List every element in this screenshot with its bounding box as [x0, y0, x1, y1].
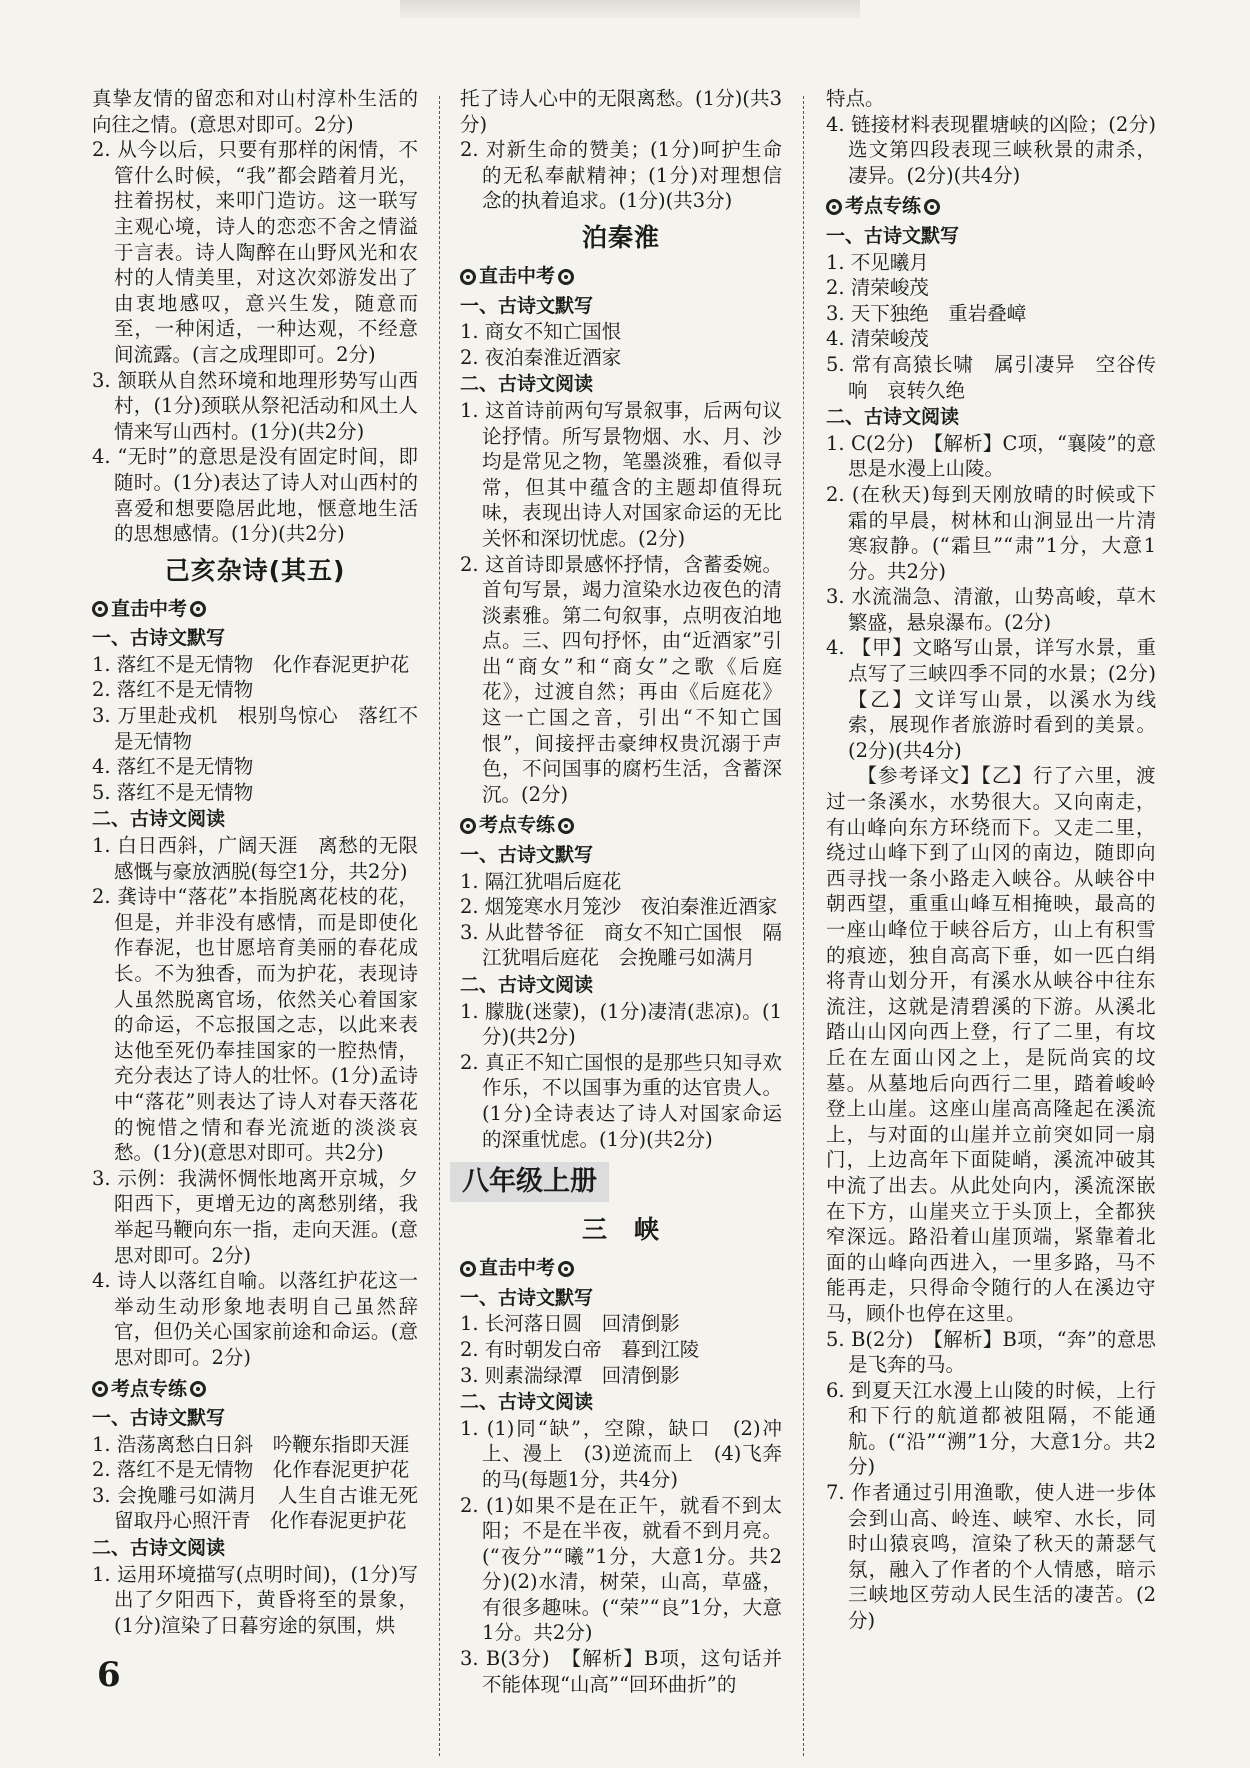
answer-item: 4. 清荣峻茂 — [826, 327, 929, 351]
section-heading: 二、古诗文阅读 — [460, 974, 594, 996]
section-heading: 二、古诗文阅读 — [460, 1391, 594, 1414]
answer-item: 5. B(2分) 【解析】B项，“奔”的意思是飞奔的马。 — [826, 1327, 1156, 1377]
section-heading: 二、古诗文阅读 — [826, 406, 960, 429]
column-right — [826, 86, 1156, 1634]
badge-ring-icon — [558, 1261, 574, 1277]
badge-label: 直击中考 — [111, 597, 188, 620]
answer-item: 3. 天下独绝 重岩叠嶂 — [826, 301, 1027, 325]
badge-ring-icon — [460, 269, 476, 285]
answer-item: 2. (1)如果不是在正午，就看不到太阳；不是在半夜，就看不到月亮。(“夜分”“曦”1分，大意1分。共2分)(2)水清，树荣，山高，草盛，有很多趣味。(“荣”“良”1分，大意1分。共2分) — [460, 1493, 782, 1645]
section-badge — [460, 813, 782, 839]
answer-item: 2. 夜泊秦淮近酒家 — [460, 345, 622, 369]
poem-title: 己亥杂诗(其五) — [164, 555, 346, 585]
page-number: 6 — [97, 1655, 121, 1695]
poem-title: 泊秦淮 — [581, 222, 660, 252]
poem-title: 三 峡 — [581, 1215, 660, 1245]
answer-item: 3. 万里赴戎机 根别鸟惊心 落红不是无情物 — [92, 704, 418, 753]
answer-item: 4. 【甲】文略写山景，详写水景，重点写了三峡四季不同的水景；(2分)【乙】文详写山景，以溪水为线索，展现作者旅游时看到的美景。(2分)(共4分) — [826, 636, 1156, 762]
section-badge — [92, 1377, 418, 1403]
badge-label: 直击中考 — [479, 264, 556, 287]
answer-item: 1. C(2分) 【解析】C项，“襄陵”的意思是水漫上山陵。 — [826, 431, 1156, 481]
answer-item: 2. 这首诗即景感怀抒情，含蓄委婉。首句写景，竭力渲染水边夜色的清淡素雅。第二句叙事，点明夜泊地点。三、四句抒怀，由“近酒家”引出“商女”和“商女”之歌《后庭花》，过渡自然；再由《后庭花》这一亡国之音，引出“不知亡国恨”，间接抨击豪绅权贵沉溺于声色，不问国事的腐朽生活，含蓄深沉。(2分) — [460, 552, 782, 806]
answer-item: 1. 长河落日圆 回清倒影 — [460, 1312, 680, 1336]
badge-ring-icon — [826, 199, 842, 215]
section-heading: 二、古诗文阅读 — [460, 373, 594, 396]
section-heading: 一、古诗文默写 — [826, 224, 960, 247]
answer-item: 3. 水流湍急、清澈，山势高峻，草木繁盛，悬泉瀑布。(2分) — [826, 585, 1156, 634]
badge-ring-icon — [92, 1381, 108, 1397]
section-heading: 一、古诗文默写 — [460, 294, 594, 317]
column-divider-left — [439, 96, 440, 1756]
answer-continuation: 托了诗人心中的无限离愁。(1分)(共3分) — [460, 87, 782, 136]
answer-item: 2. 从今以后，只要有那样的闲情，不管什么时候，“我”都会踏着月光，拄着拐杖，来叩门造访。这一联写主观心境，诗人的恋恋不舍之情溢于言表。诗人陶醉在山野风光和农村的人情美里，对这次郊游发出了由衷地感叹，意兴生发，随意而至，一种闲适，一种达观，不经意间流露。(言之成理即可。2分) — [92, 138, 418, 366]
answer-item: 2. 对新生命的赞美；(1分)呵护生命的无私奉献精神；(1分)对理想信念的执着追求。(1分)(共3分) — [460, 138, 782, 213]
answer-item: 1. 朦胧(迷蒙)，(1分)凄清(悲凉)。(1分)(共2分) — [460, 999, 782, 1049]
answer-item: 2. 烟笼寒水月笼沙 夜泊秦淮近酒家 — [460, 895, 778, 919]
answer-item: 4. “无时”的意思是没有固定时间，即随时。(1分)表达了诗人对山西村的喜爱和想要隐居此地，惬意地生活的思想感情。(1分)(共2分) — [92, 445, 418, 546]
scan-top-shadow — [400, 0, 860, 18]
badge-ring-icon — [190, 601, 206, 617]
badge-ring-icon — [460, 1261, 476, 1277]
answer-item: 3. 颔联从自然环境和地理形势写山西村，(1分)颈联从祭祀活动和风土人情来写山西村。(1分)(共2分) — [92, 368, 418, 443]
answer-item: 3. 会挽雕弓如满月 人生自古谁无死 留取丹心照汗青 化作春泥更护花 — [92, 1483, 438, 1533]
section-heading: 一、古诗文默写 — [460, 1286, 594, 1309]
answer-item: 3. B(3分) 【解析】B项，这句话并不能体现“山高”“回环曲折”的 — [460, 1647, 782, 1696]
answer-continuation: 真挚友情的留恋和对山村淳朴生活的向往之情。(意思对即可。2分) — [92, 87, 418, 136]
answer-item: 2. (在秋天)每到天刚放晴的时候或下霜的早晨，树林和山涧显出一片清寒寂静。(“霜旦”“肃”1分，大意1分。共2分) — [826, 482, 1156, 583]
answer-item: 2. 落红不是无情物 — [92, 678, 254, 702]
column-middle — [460, 86, 782, 1697]
section-heading: 二、古诗文阅读 — [92, 1537, 226, 1560]
section-heading: 一、古诗文默写 — [92, 627, 226, 650]
answer-item: 1. (1)同“缺”，空隙，缺口 (2)冲上、漫上 (3)逆流而上 (4)飞奔的马(每题1分，共4分) — [460, 1416, 782, 1491]
answer-item: 4. 链接材料表现瞿塘峡的凶险；(2分)选文第四段表现三峡秋景的肃杀，凄异。(2分)(共4分) — [826, 112, 1156, 187]
answer-item: 4. 诗人以落红自喻。以落红护花这一举动生动形象地表明自己虽然辞官，但仍关心国家前途和命运。(意思对即可。2分) — [92, 1269, 418, 1369]
answer-item: 4. 落红不是无情物 — [92, 755, 254, 779]
answer-item: 1. 不见曦月 — [826, 250, 929, 274]
answer-item: 1. 这首诗前两句写景叙事，后两句议论抒情。所写景物烟、水、月、沙均是常见之物，笔墨淡雅，看似寻常，但其中蕴含的主题却值得玩味，表现出诗人对国家命运的无比关怀和深切忧虑。(2分) — [460, 398, 782, 550]
badge-label: 考点专练 — [479, 814, 556, 837]
answer-item: 3. 从此替爷征 商女不知亡国恨 隔江犹唱后庭花 会挽雕弓如满月 — [460, 920, 782, 970]
answer-item: 1. 浩荡离愁白日斜 吟鞭东指即天涯 — [92, 1432, 410, 1456]
reference-translation: 【参考译文】【乙】行了六里，渡过一条溪水，水势很大。又向南走，有山峰向东方环绕而下。又走二里，绕过山峰下到了山冈的南边，随即向西寻找一条小路走入峡谷。从峡谷中朝西望，重重山峰互相掩映，最高的一座山峰位于峡谷后方，山上有积雪的痕迹，独自高高下垂，如一匹白绢将青山划分开，有溪水从峡谷中往东流注，这就是清碧溪的下游。从溪北踏山山冈向西上登，行了二里，有坟丘在左面山冈之上，是阮尚宾的坟墓。从墓地后向西行二里，踏着峻岭登上山崖。这座山崖高高隆起在溪流上，与对面的山崖并立前突如同一扇门，上边高年下面陡峭，溪流冲破其中流了出去。从此处向内，溪流深嵌在下方，山崖夹立于头顶上，全都狭窄深远。路沿着山崖顶端，紧靠着北面的山峰向西进入，一里多路，马不能再走，只得命令随行的人在溪边守马，顾仆也停在这里。 — [826, 764, 1156, 1325]
column-left — [92, 86, 438, 1638]
grade-banner: 八年级上册 — [450, 1162, 609, 1202]
answer-item: 1. 隔江犹唱后庭花 — [460, 869, 622, 893]
answer-item: 5. 常有高猿长啸 属引凄异 空谷传响 哀转久绝 — [826, 352, 1156, 402]
answer-item: 2. 落红不是无情物 化作春泥更护花 — [92, 1458, 410, 1482]
answer-item: 2. 有时朝发白帝 暮到江陵 — [460, 1337, 700, 1361]
badge-label: 直击中考 — [479, 1257, 556, 1280]
section-badge — [92, 597, 418, 623]
badge-label: 考点专练 — [111, 1377, 188, 1400]
answer-item: 6. 到夏天江水漫上山陵的时候，上行和下行的航道都被阻隔，不能通航。(“沿”“溯”1分，大意1分。共2分) — [826, 1378, 1156, 1479]
badge-ring-icon — [92, 601, 108, 617]
badge-ring-icon — [558, 269, 574, 285]
section-heading: 一、古诗文默写 — [460, 844, 594, 867]
answer-item: 2. 清荣峻茂 — [826, 276, 929, 300]
badge-label: 考点专练 — [845, 195, 922, 218]
badge-ring-icon — [558, 818, 574, 834]
column-divider-right — [803, 96, 804, 1756]
section-heading: 二、古诗文阅读 — [92, 808, 226, 831]
section-badge — [826, 194, 1156, 220]
answer-item: 7. 作者通过引用渔歌，使人进一步体会到山高、岭连、峡窄、水长，同时山猿哀鸣，渲染了秋天的萧瑟气氛，融入了作者的个人情感，暗示三峡地区劳动人民生活的凄苦。(2分) — [826, 1481, 1156, 1633]
answer-item: 5. 落红不是无情物 — [92, 780, 254, 804]
badge-ring-icon — [460, 818, 476, 834]
grade-banner-row — [460, 1152, 782, 1206]
answer-item: 2. 真正不知亡国恨的是那些只知寻欢作乐，不以国事为重的达官贵人。(1分)全诗表达了诗人对国家命运的深重忧虑。(1分)(共2分) — [460, 1050, 782, 1151]
answer-item: 3. 则素湍绿潭 回清倒影 — [460, 1363, 680, 1387]
badge-ring-icon — [190, 1381, 206, 1397]
answer-item: 1. 白日西斜，广阔天涯 离愁的无限感慨与豪放洒脱(每空1分，共2分) — [92, 834, 418, 883]
answer-item: 1. 落红不是无情物 化作春泥更护花 — [92, 652, 410, 676]
section-badge — [460, 1256, 782, 1282]
answer-item: 3. 示例：我满怀惆怅地离开京城，夕阳西下，更增无边的离愁别绪，我举起马鞭向东一指，走向天涯。(意思对即可。2分) — [92, 1166, 418, 1267]
answer-item: 2. 龚诗中“落花”本指脱离花枝的花，但是，并非没有感情，而是即使化作春泥，也甘愿培育美丽的春花成长。不为独香，而为护花，表现诗人虽然脱离官场，依然关心着国家的命运，不忘报国之志，以此来表达他至死仍奉挂国家的一腔热情，充分表达了诗人的壮怀。(1分)孟诗中“落花”则表达了诗人对春天落花的惋惜之情和春光流逝的淡淡哀愁。(1分)(意思对即可。共2分) — [92, 885, 418, 1165]
section-heading: 一、古诗文默写 — [92, 1407, 226, 1430]
answer-item: 1. 商女不知亡国恨 — [460, 320, 622, 344]
answer-item: 1. 运用环境描写(点明时间)，(1分)写出了夕阳西下，黄昏将至的景象，(1分)渲染了日暮穷途的氛围，烘 — [92, 1562, 418, 1637]
badge-ring-icon — [924, 199, 940, 215]
answer-continuation: 特点。 — [826, 87, 885, 110]
section-badge — [460, 264, 782, 290]
